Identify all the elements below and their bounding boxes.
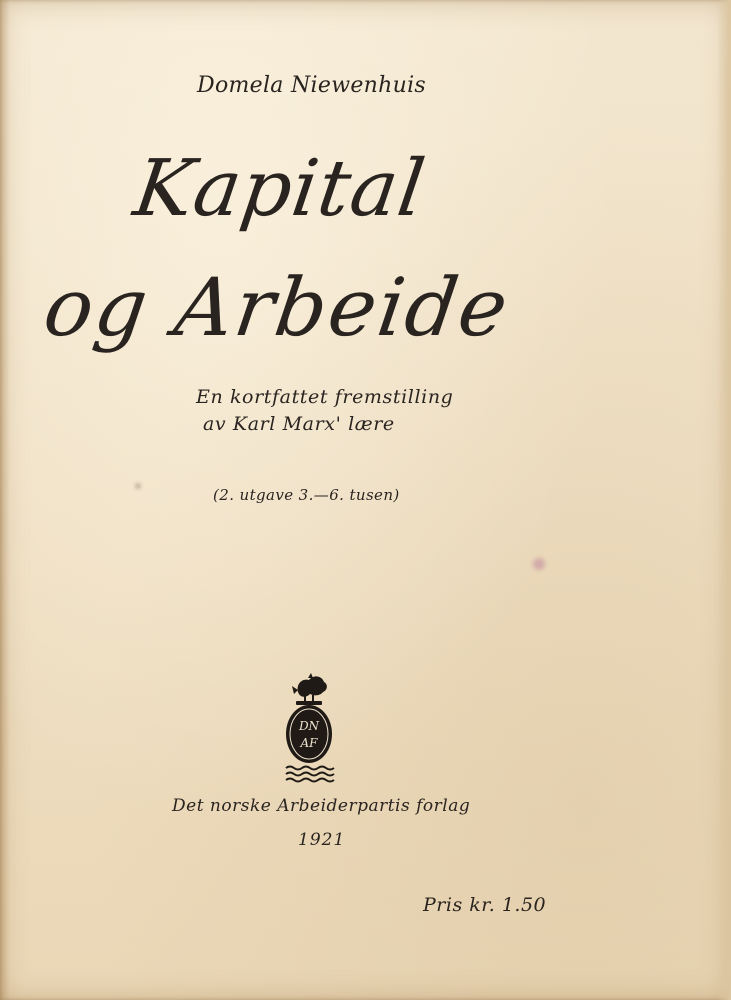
svg-text:AF: AF (300, 736, 318, 750)
page-edge (717, 0, 731, 1000)
publisher-emblem-icon (278, 672, 340, 784)
price-label: Pris kr. 1.50 (423, 894, 547, 916)
title-line-1: Kapital (128, 144, 431, 234)
publisher-name: Det norske Arbeiderpartis forlag (172, 796, 471, 816)
publication-year: 1921 (298, 830, 346, 850)
subtitle-line-2: av Karl Marx' lære (203, 413, 395, 435)
svg-text:DN: DN (298, 719, 320, 733)
ink-stain (533, 558, 545, 570)
edition-note: (2. utgave 3.—6. tusen) (213, 486, 400, 504)
speck (136, 484, 140, 488)
title-line-2: og Arbeide (38, 261, 516, 354)
subtitle-line-1: En kortfattet fremstilling (196, 386, 454, 408)
author-name: Domela Niewenhuis (197, 73, 426, 98)
spine-shadow (0, 0, 10, 1000)
